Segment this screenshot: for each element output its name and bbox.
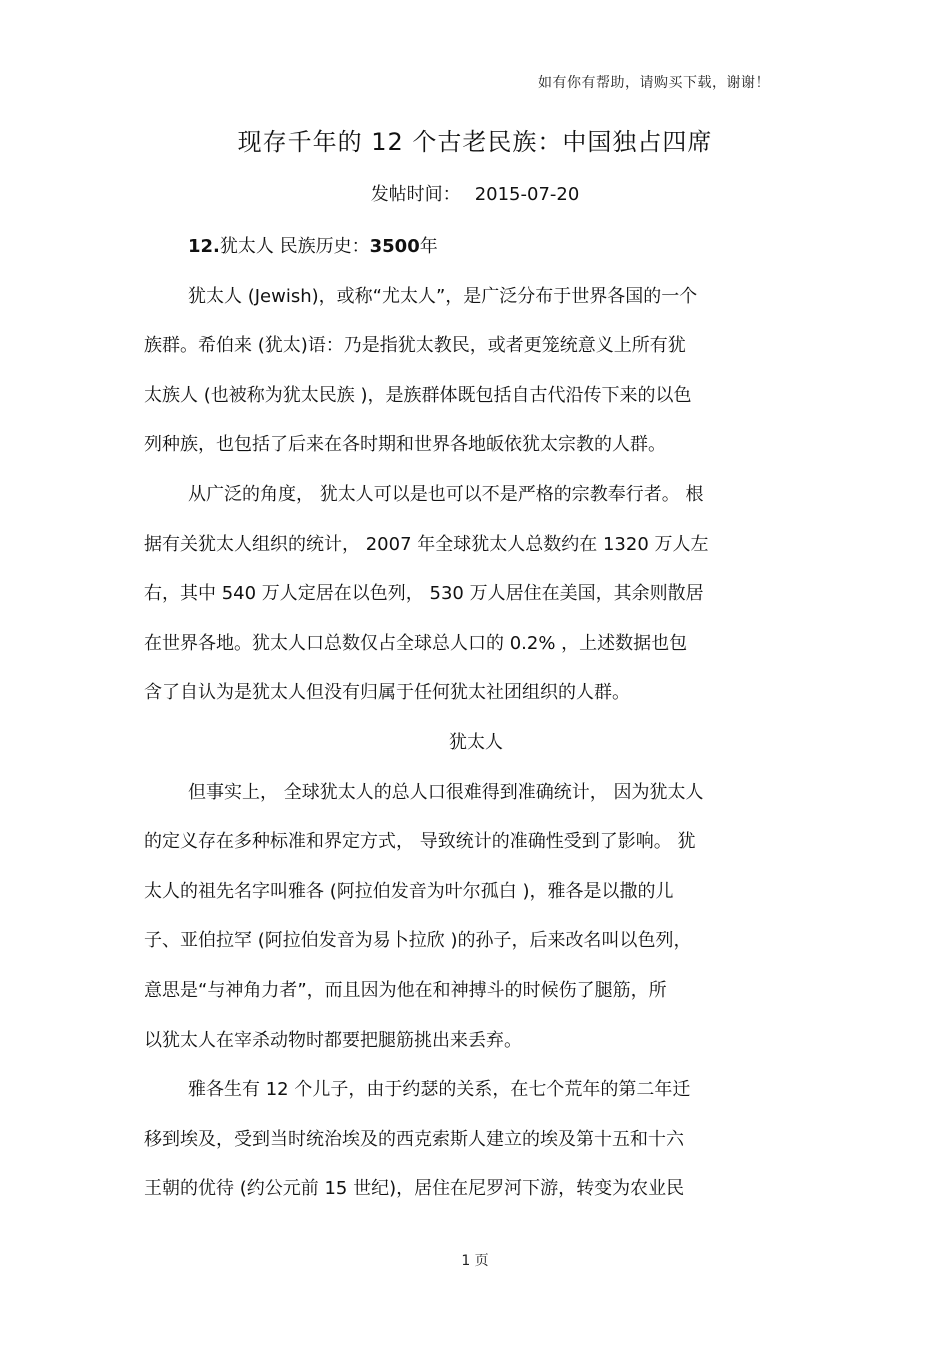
text-line: 据有关犹太人组织的统计， 2007 年全球犹太人总数约在 1320 万人左: [144, 533, 709, 555]
text-line: 的定义存在多种标准和界定方式， 导致统计的准确性受到了影响。 犹: [144, 831, 696, 853]
page-title: 现存千年的 12 个古老民族：中国独占四席: [237, 128, 713, 156]
section-unit: 年: [419, 236, 438, 257]
text-line: 移到埃及，受到当时统治埃及的西克索斯人建立的埃及第十五和十六: [144, 1128, 684, 1150]
text-line: 但事实上， 全球犹太人的总人口很难得到准确统计， 因为犹太人: [188, 781, 704, 803]
section-heading: [144, 222, 808, 272]
post-time: [0, 180, 950, 206]
article-body: [144, 222, 808, 1214]
post-time-value: 2015-07-20: [474, 184, 580, 205]
text-line: 从广泛的角度， 犹太人可以是也可以不是严格的宗教奉行者。 根: [188, 483, 704, 505]
text-line: 雅各生有 12 个儿子，由于约瑟的关系，在七个荒年的第二年迁: [188, 1079, 691, 1101]
text-line: 列种族，也包括了后来在各时期和世界各地皈依犹太宗教的人群。: [144, 434, 666, 456]
header-note: 如有你有帮助，请购买下载，谢谢！: [538, 75, 770, 91]
text-line: 太族人 (也被称为犹太民族 )，是族群体既包括自古代沿传下来的以色: [144, 384, 692, 406]
text-line: 以犹太人在宰杀动物时都要把腿筋挑出来丢弃。: [144, 1029, 522, 1051]
text-line: 太人的祖先名字叫雅各 (阿拉伯发音为叶尔孤白 )，雅各是以撒的儿: [144, 880, 674, 902]
text-line: 犹太人 (Jewish)，或称“尤太人”，是广泛分布于世界各国的一个: [188, 285, 698, 307]
text-line: 含了自认为是犹太人但没有归属于任何犹太社团组织的人群。: [144, 682, 630, 704]
image-caption: 犹太人: [449, 731, 503, 753]
post-time-label: 发帖时间：: [370, 184, 461, 205]
text-line: 王朝的优待 (约公元前 15 世纪)，居住在尼罗河下游，转变为农业民: [144, 1178, 685, 1200]
text-line: 意思是“与神角力者”，而且因为他在和神搏斗的时候伤了腿筋，所: [144, 979, 667, 1001]
section-number: 12.: [188, 236, 220, 257]
page-number: 1 页: [461, 1253, 489, 1269]
text-line: 在世界各地。犹太人口总数仅占全球总人口的 0.2% ，上述数据也包: [144, 632, 688, 654]
section-years: 3500: [369, 236, 420, 257]
section-name: 犹太人 民族历史：: [219, 236, 370, 257]
text-line: 子、亚伯拉罕 (阿拉伯发音为易卜拉欣 )的孙子，后来改名叫以色列，: [144, 930, 692, 952]
text-line: 右，其中 540 万人定居在以色列， 530 万人居住在美国，其余则散居: [144, 583, 704, 605]
text-line: 族群。希伯来 (犹太)语：乃是指犹太教民，或者更笼统意义上所有犹: [144, 335, 686, 357]
